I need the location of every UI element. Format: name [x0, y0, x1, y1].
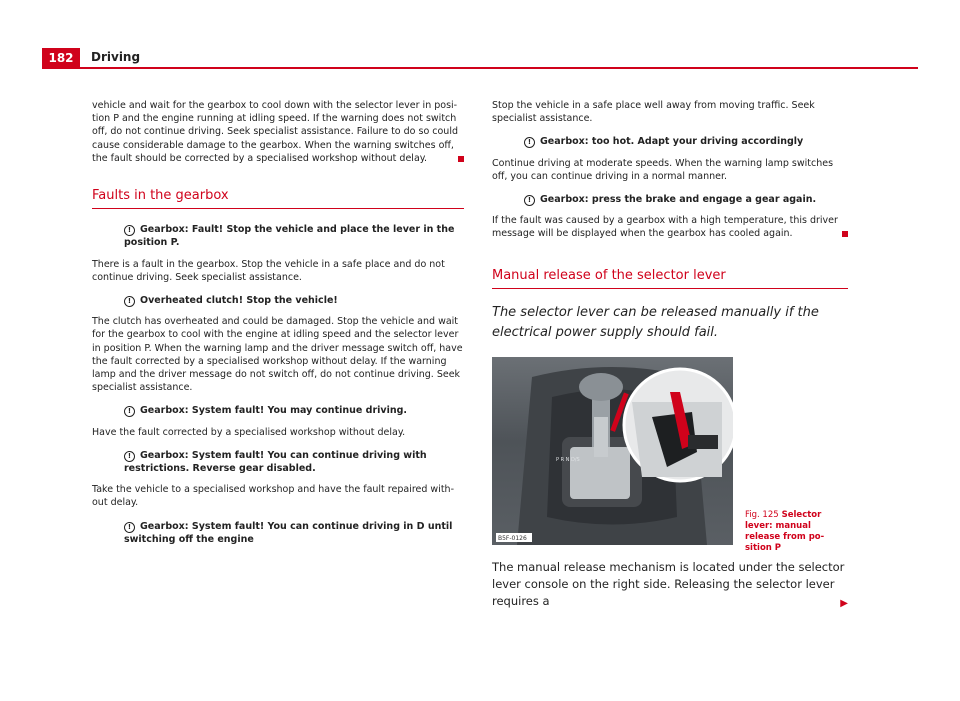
warning-icon: !	[124, 296, 135, 307]
driver-message: ! Gearbox: Fault! Stop the vehicle and place the lever in the position P.	[124, 224, 455, 249]
figure-number: Fig. 125	[745, 509, 779, 520]
warning-icon: !	[124, 451, 135, 462]
warning-icon: !	[124, 406, 135, 417]
section-title-gearbox-faults: Faults in the gearbox	[92, 189, 464, 209]
paragraph: Continue driving at moderate speeds. When the warning lamp switches off, you can continue driving in a normal manner.	[492, 157, 834, 182]
driver-message: ! Gearbox: System fault! You can continue driving in D until switching off the engine	[124, 520, 453, 545]
end-of-section-icon	[842, 231, 848, 237]
message-explanation: There is a fault in the gearbox. Stop the vehicle in a safe place and do not continue driving. Seek specialist assistance.	[92, 258, 445, 283]
warning-icon: !	[124, 225, 135, 236]
section-intro: The selector lever can be released manually if the electrical power supply should fail.	[492, 304, 819, 340]
left-column	[92, 99, 464, 554]
intro-paragraph: vehicle and wait for the gearbox to cool down with the selector lever in position P and the engine running at idling speed. If the warning does not switch off, do not continue driving. Seek specialist assistance. Failure to do so could cause considerable damage to the gearbox. When the warning switches off, the fault should be corrected by a specialised workshop without delay.	[92, 99, 464, 165]
gear-label: P R N D/S	[556, 456, 580, 463]
figure-caption-text: Selector lever: manual release from position P	[745, 509, 825, 553]
selector-lever-illustration	[492, 357, 733, 545]
header-rule	[42, 67, 918, 69]
warning-icon: !	[124, 522, 135, 533]
continue-arrow-icon: ▶	[840, 597, 848, 609]
chapter-title: Driving	[91, 50, 141, 64]
driver-message: ! Gearbox: System fault! You can continue driving with restrictions. Reverse gear disabled.	[124, 449, 427, 475]
message-explanation: Take the vehicle to a specialised workshop and have the fault repaired without delay.	[92, 484, 455, 509]
driver-message: ! Overheated clutch! Stop the vehicle!	[92, 294, 464, 307]
paragraph: The manual release mechanism is located under the selector lever console on the right side. Releasing the selector lever requires a ▶	[492, 559, 848, 610]
warning-icon: !	[524, 137, 535, 148]
paragraph: If the fault was caused by a gearbox with a high temperature, this driver message will be displayed when the gearbox has cooled again.	[492, 214, 848, 240]
driver-message: ! Gearbox: System fault! You may continue driving.	[92, 404, 464, 417]
warning-icon: !	[524, 195, 535, 206]
message-explanation: Have the fault corrected by a specialised workshop without delay.	[92, 426, 406, 438]
message-explanation: The clutch has overheated and could be damaged. Stop the vehicle and wait for the gearbox to cool with the engine at idling speed and the selector lever in position P. When the warning lamp and the driver message switch off, have the fault corrected by a specialised workshop without delay. If the warning lamp and the driver message do not switch off, do not continue driving. Seek specialist assistance.	[92, 316, 463, 394]
section-title-manual-release: Manual release of the selector lever	[492, 269, 848, 289]
page-number: 182	[42, 48, 80, 68]
end-of-section-icon	[458, 156, 464, 162]
selector-lever-image	[492, 357, 733, 545]
right-column	[492, 99, 848, 618]
figure-caption	[745, 510, 845, 554]
figure	[492, 357, 848, 553]
driver-message: ! Gearbox: press the brake and engage a gear again.	[492, 193, 848, 206]
paragraph: Stop the vehicle in a safe place well away from moving traffic. Seek specialist assistance.	[492, 100, 815, 125]
figure-code: B5F-0126	[498, 534, 527, 542]
driver-message: ! Gearbox: too hot. Adapt your driving accordingly	[492, 135, 848, 148]
